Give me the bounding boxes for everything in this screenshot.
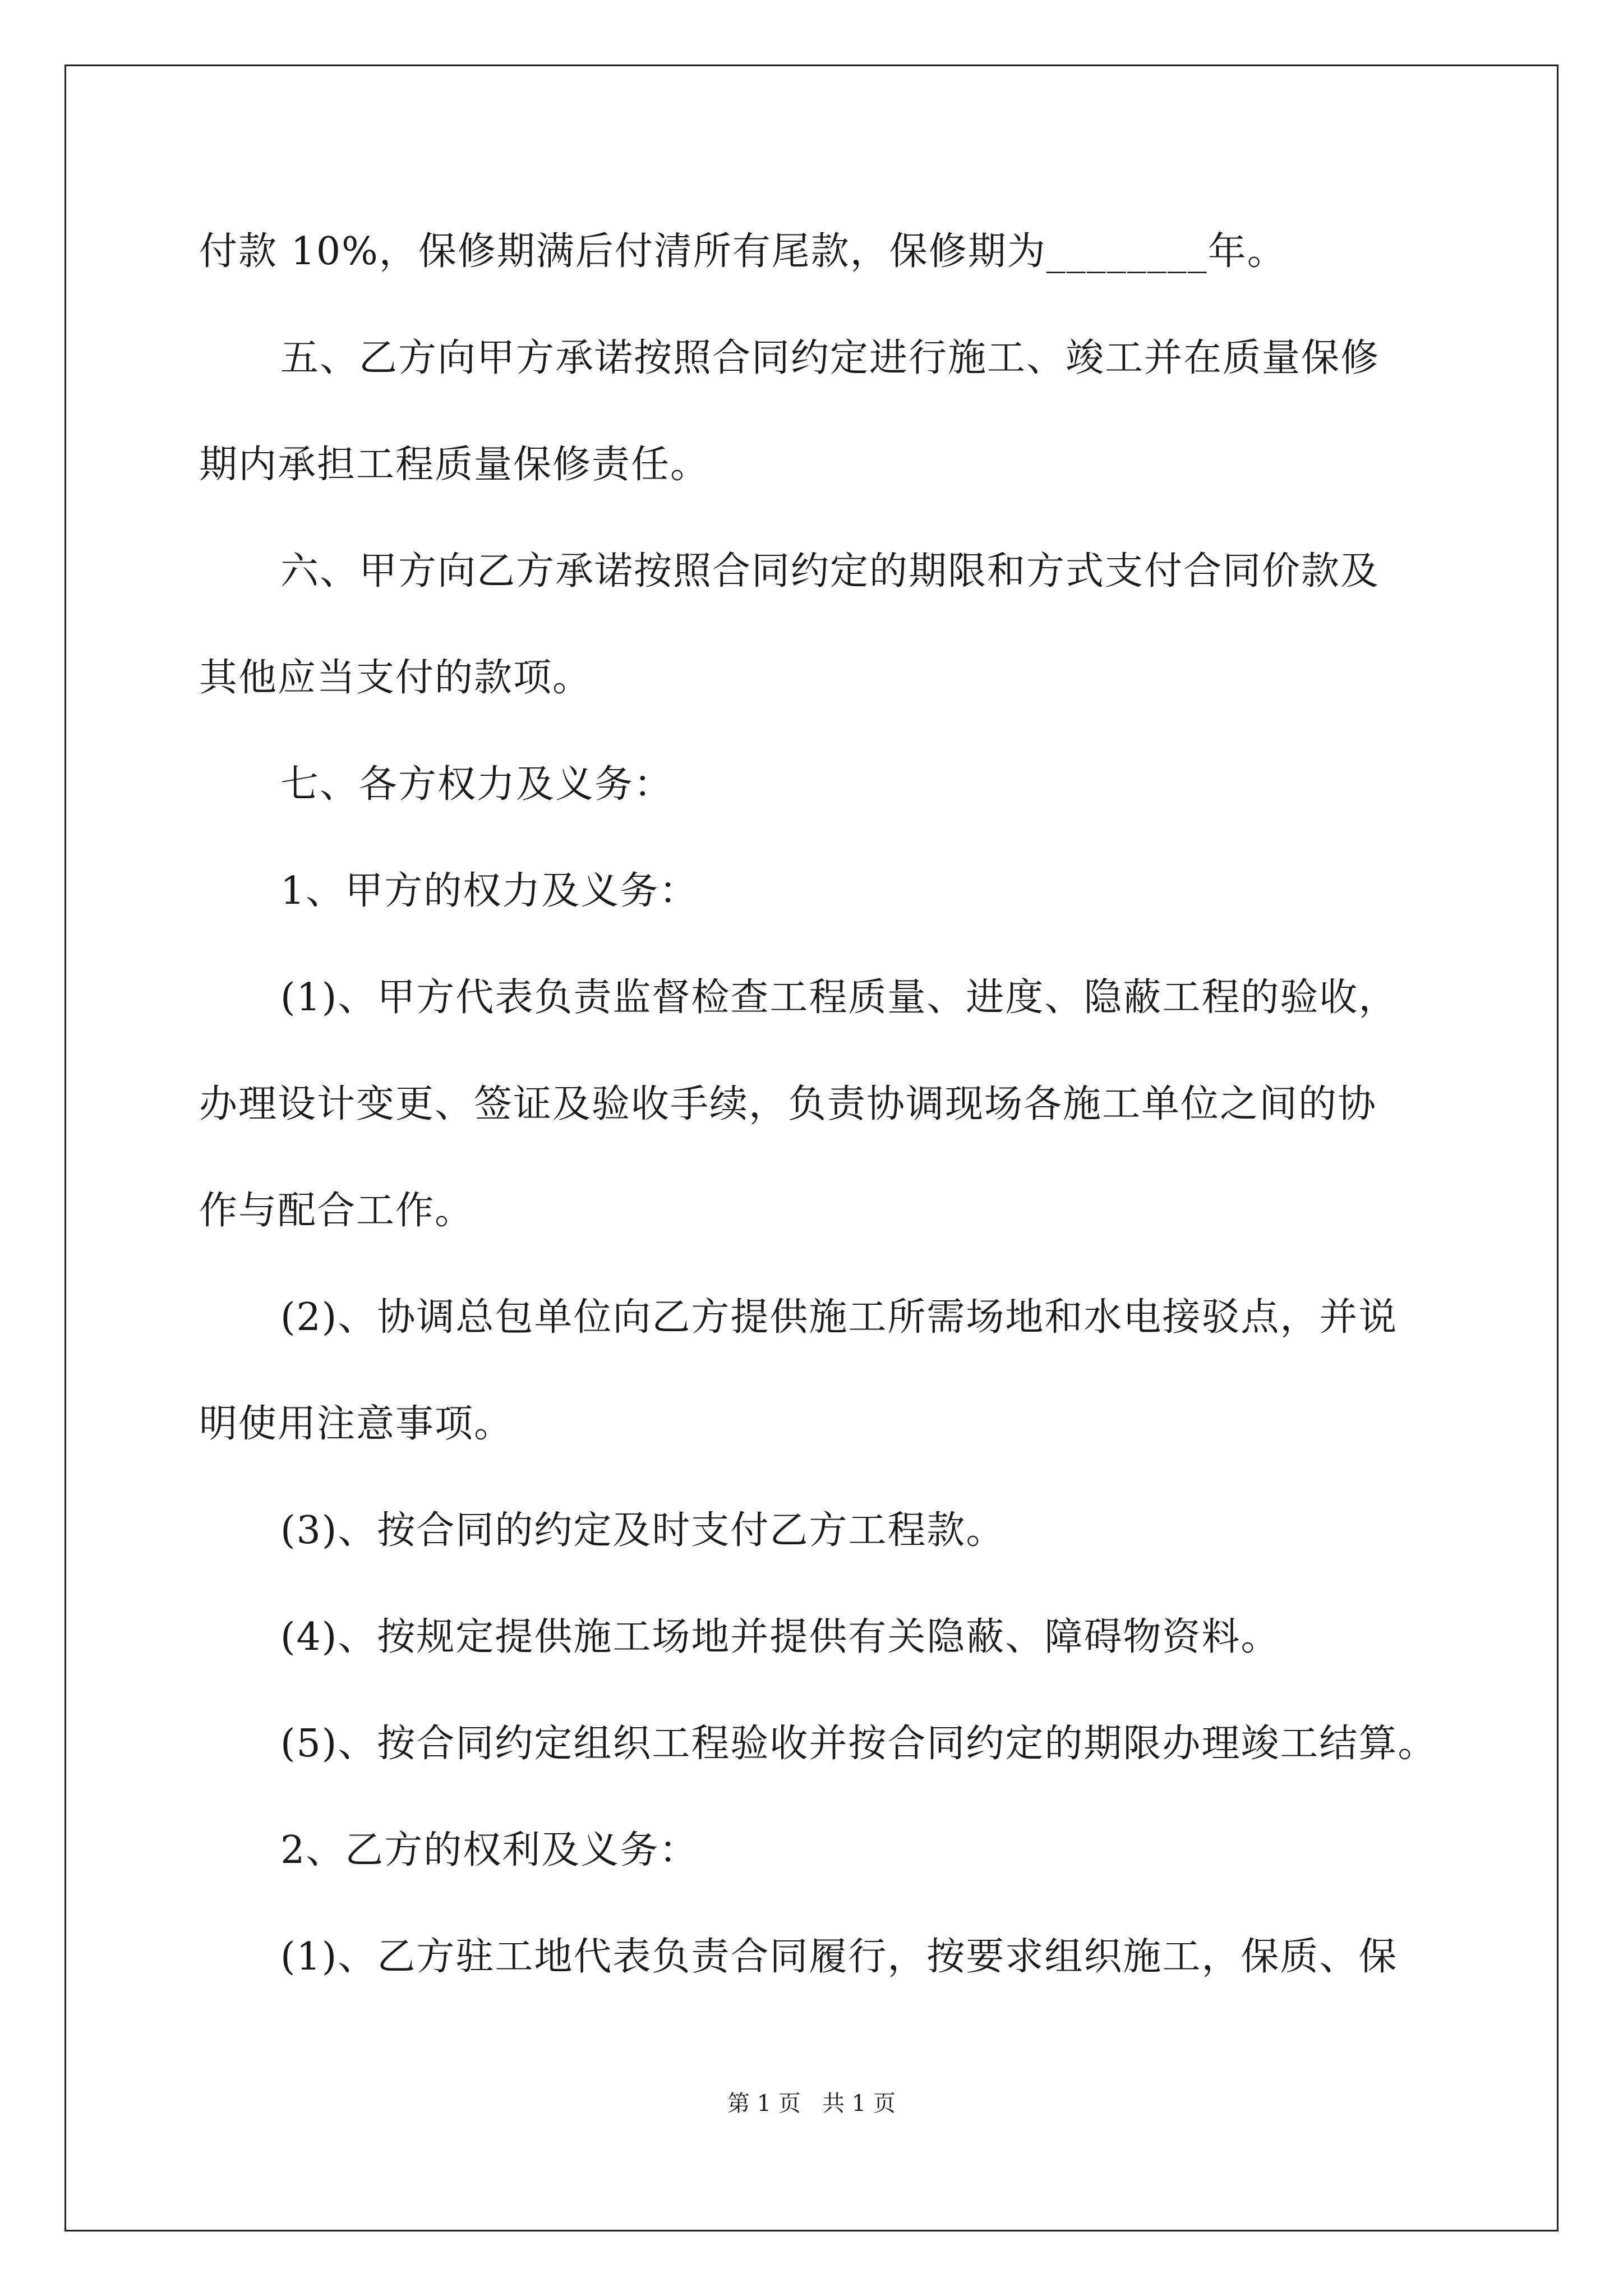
text-line: 1、甲方的权力及义务： [280, 869, 699, 913]
text-line: (1)、乙方驻工地代表负责合同履行，按要求组织施工，保质、保 [280, 1935, 1398, 1979]
text-line: (3)、按合同的约定及时支付乙方工程款。 [280, 1508, 1006, 1553]
page-border [64, 65, 1559, 2231]
text-line: 办理设计变更、签证及验收手续，负责协调现场各施工单位之间的协 [199, 1082, 1377, 1126]
text-line: (4)、按规定提供施工场地并提供有关隐蔽、障碍物资料。 [280, 1615, 1280, 1659]
text-line: 2、乙方的权利及义务： [280, 1828, 699, 1872]
page-number-footer: 第 1 页 共 1 页 [727, 2091, 896, 2116]
text-line: (1)、甲方代表负责监督检查工程质量、进度、隐蔽工程的验收， [280, 976, 1398, 1020]
text-line: 明使用注意事项。 [199, 1402, 514, 1446]
text-line: 期内承担工程质量保修责任。 [199, 443, 710, 487]
text-line: 付款 10%，保修期满后付清所有尾款，保修期为________年。 [199, 229, 1287, 274]
text-line: 五、乙方向甲方承诺按照合同约定进行施工、竣工并在质量保修 [280, 336, 1380, 380]
text-line: 其他应当支付的款项。 [199, 656, 592, 700]
text-line: 七、各方权力及义务： [280, 762, 674, 807]
text-line: (5)、按合同约定组织工程验收并按合同约定的期限办理竣工结算。 [280, 1722, 1437, 1766]
text-line: (2)、协调总包单位向乙方提供施工所需场地和水电接驳点，并说 [280, 1295, 1398, 1340]
text-line: 作与配合工作。 [199, 1189, 474, 1233]
text-line: 六、甲方向乙方承诺按照合同约定的期限和方式支付合同价款及 [280, 549, 1380, 593]
